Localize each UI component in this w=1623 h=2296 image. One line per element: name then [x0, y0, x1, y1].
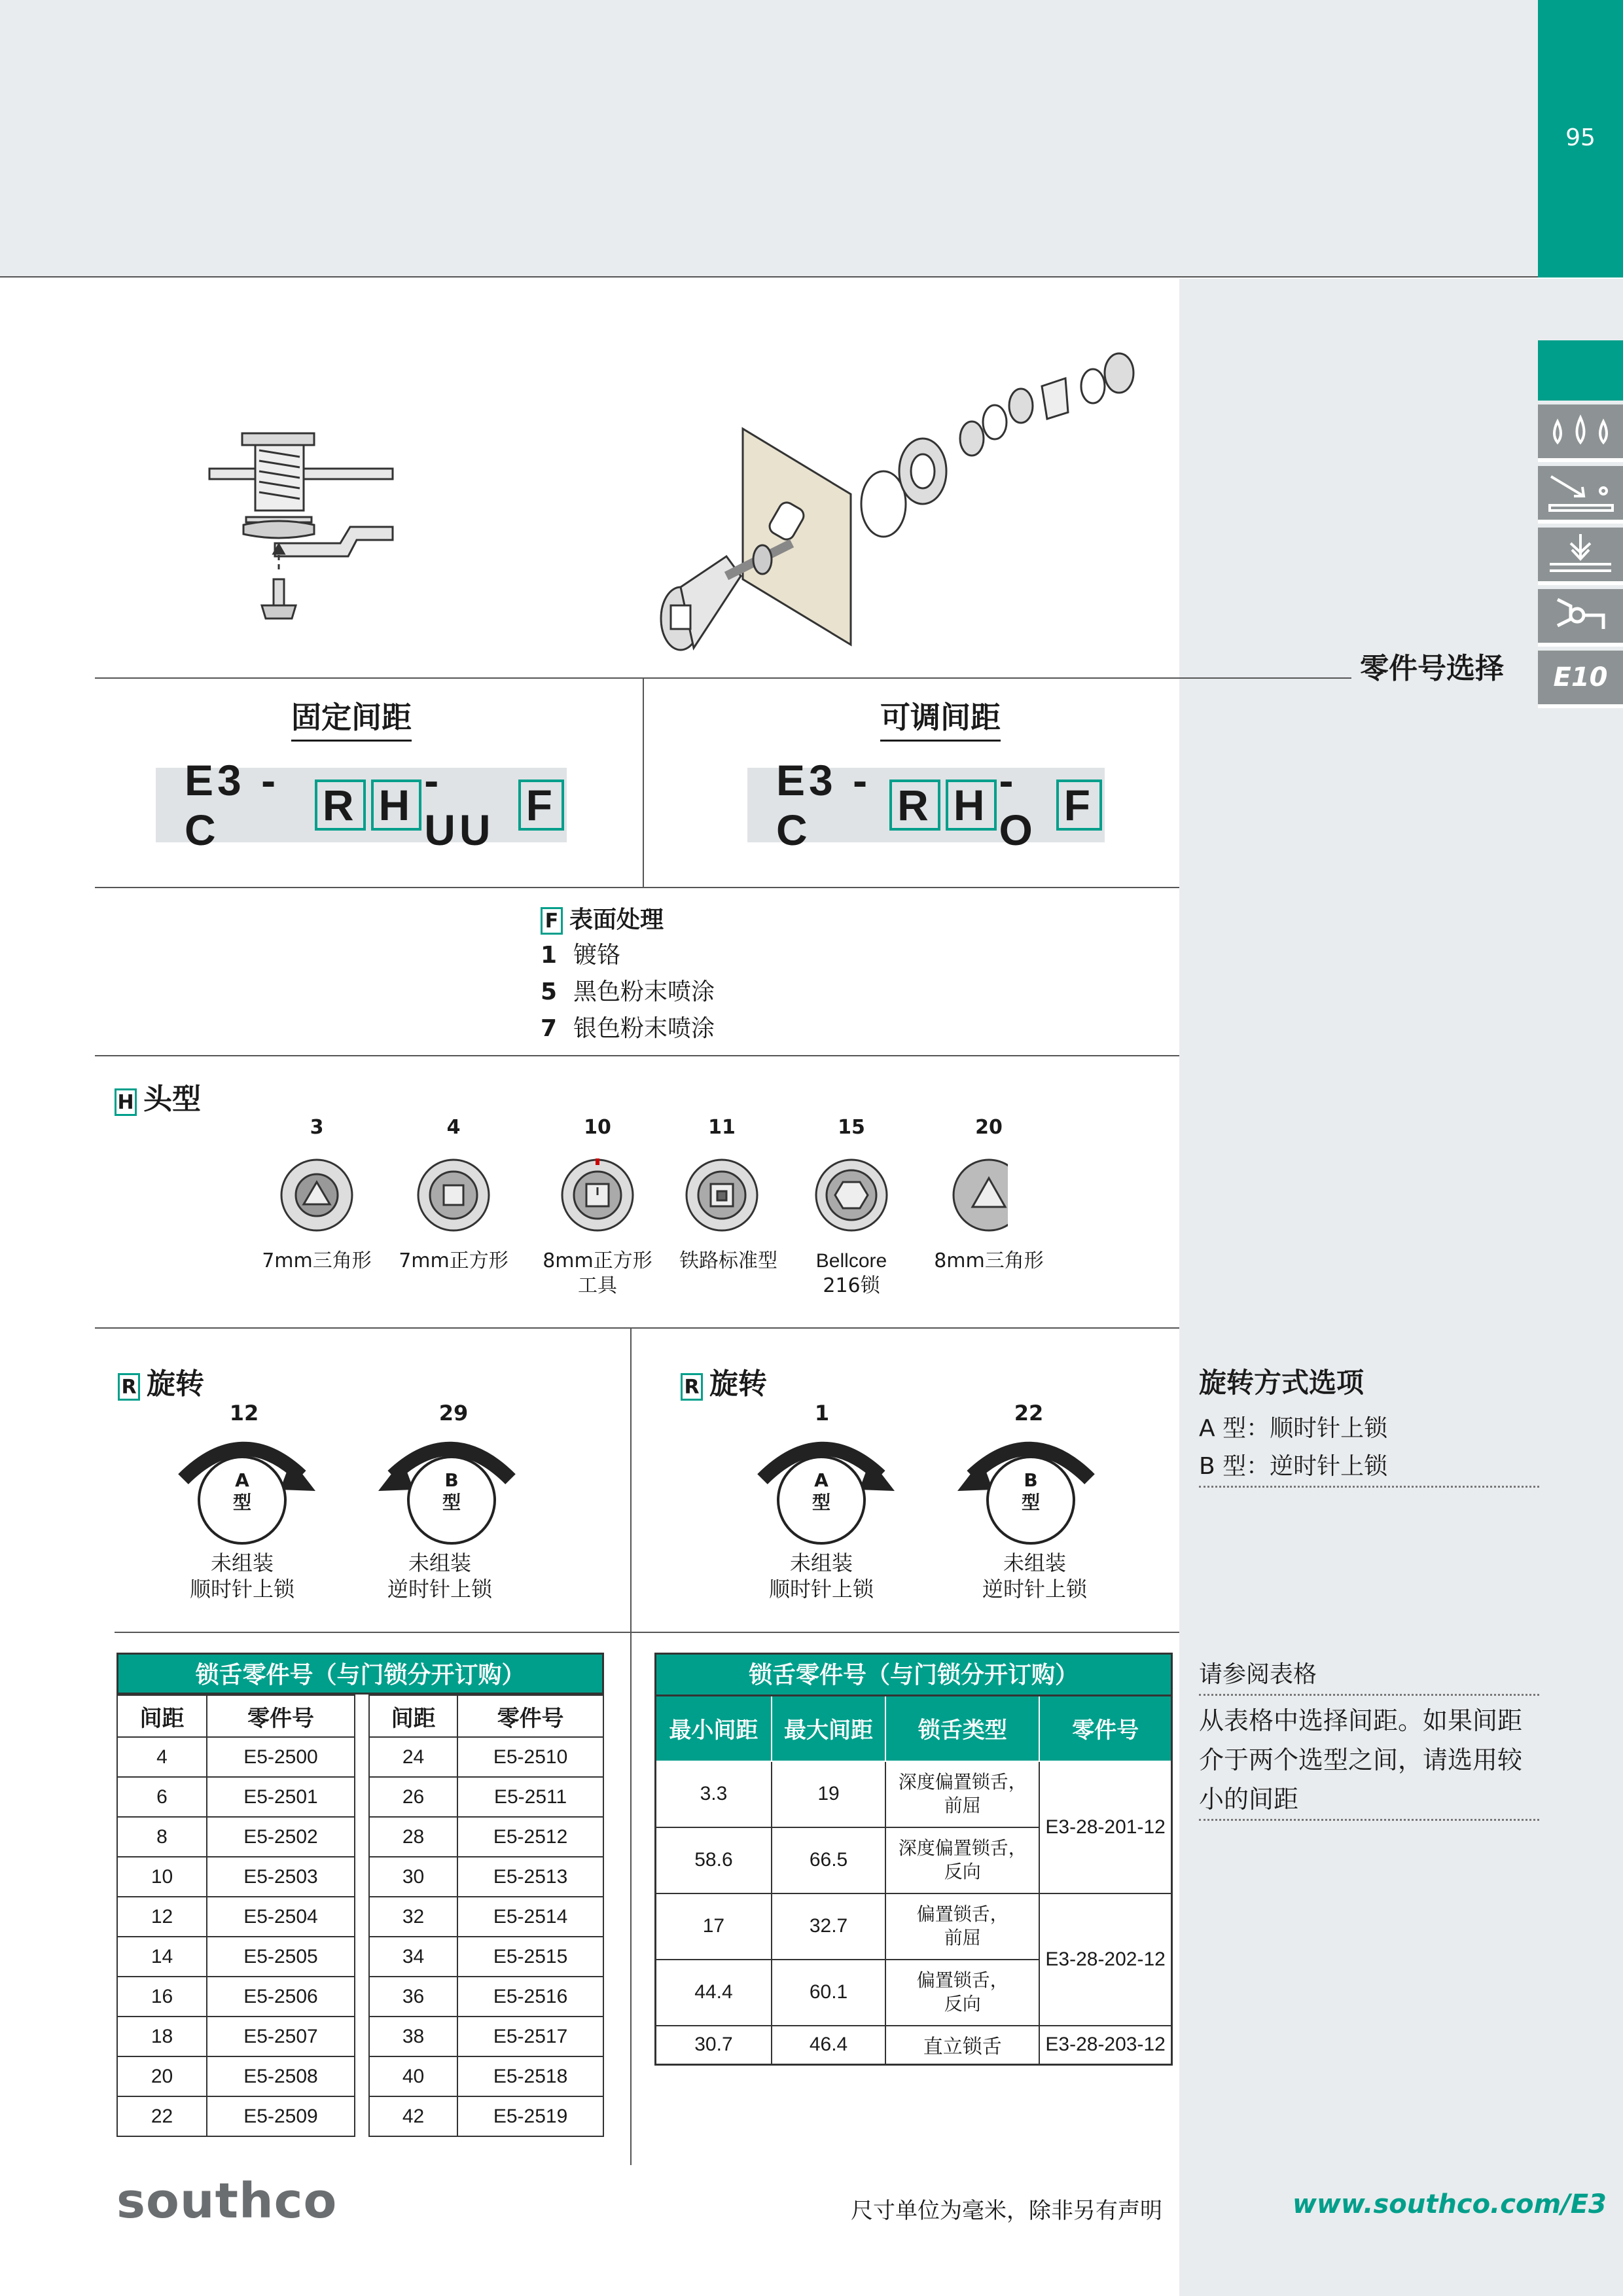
fixed-grip-assembly-illustration: [196, 419, 406, 635]
southco-logo: southco: [116, 2173, 338, 2229]
rotation-left-title: R 旋转: [118, 1360, 204, 1402]
head-label: 8mm正方形: [543, 1249, 652, 1272]
table-row: 44.4 60.1 偏置锁舌， 反向: [656, 1960, 1172, 2026]
rotation-code: 29: [438, 1401, 469, 1426]
table-row: 36 E5-2516: [369, 1977, 603, 2017]
table-row: 30 E5-2513: [369, 1857, 603, 1897]
section-rule: [95, 677, 1351, 679]
side-tab-active[interactable]: [1538, 340, 1623, 401]
head-code: 3: [310, 1116, 324, 1139]
section-title: 零件号选择: [1360, 652, 1504, 685]
side-tab-impact[interactable]: [1538, 528, 1623, 585]
side-tab-spray[interactable]: [1538, 466, 1623, 524]
table-row: 4 E5-2500: [117, 1737, 355, 1777]
rotation-caption: 未组装 顺时针上锁: [189, 1551, 294, 1602]
table-row: 22 E5-2509: [117, 2096, 355, 2136]
rule-rotation: [95, 1327, 1179, 1329]
rotation-code: 1: [814, 1401, 830, 1426]
table-row: 6 E5-2501: [117, 1777, 355, 1817]
rule-tables: [115, 1632, 1179, 1633]
adjustable-title: 可调间距: [880, 694, 1001, 742]
triangle-head-icon: [281, 1160, 352, 1230]
rotation-type-label: B 型: [1021, 1469, 1040, 1513]
head-label-line2: 工具: [578, 1274, 617, 1297]
footer-note: 尺寸单位为毫米，除非另有声明: [851, 2198, 1162, 2224]
cam-table-adjustable-title: 锁舌零件号（与门锁分开订购）: [654, 1653, 1173, 1695]
cam-table-fixed-right: 间距 零件号 24 E5-2510 26 E5-2511 28 E5-2512 30 E5-2513 32 E5-2514 34 E5-2515 36 E5-2516 38 E5-2517 40 E5-2518 42 E5-2519: [368, 1695, 604, 2137]
rule-head: [95, 1055, 1179, 1056]
key-r: R: [889, 780, 940, 831]
head-label: Bellcore: [815, 1250, 887, 1272]
table-row: 38 E5-2517: [369, 2017, 603, 2056]
rotation-caption: 未组装 逆时针上锁: [982, 1551, 1087, 1602]
key-h: H: [371, 780, 422, 831]
finish-option: 5 黑色粉末喷涂: [541, 978, 715, 1005]
cam-table-fixed-left: 间距 零件号 4 E5-2500 6 E5-2501 8 E5-2502 10 E5-2503 12 E5-2504 14 E5-2505 16 E5-2506 18 E5-2507 20 E5-2508 22 E5-2509: [116, 1695, 355, 2137]
footer-url[interactable]: www.southco.com/E3: [1293, 2189, 1607, 2219]
table-row: 24 E5-2510: [369, 1737, 603, 1777]
triangle-8mm-head-icon: [954, 1160, 1008, 1230]
column-divider-lower: [630, 1327, 632, 2165]
head-code: 11: [708, 1116, 736, 1139]
rotation-type-label: B 型: [442, 1469, 461, 1513]
head-label: 7mm三角形: [262, 1249, 372, 1272]
key-h: H: [946, 780, 997, 831]
table-row: 28 E5-2512: [369, 1817, 603, 1857]
head-code: 20: [975, 1116, 1003, 1139]
key-f: F: [1056, 780, 1102, 831]
droplets-icon: [1544, 408, 1616, 454]
table-row: 26 E5-2511: [369, 1777, 603, 1817]
finish-title: 表面处理: [569, 906, 664, 933]
table-row: 12 E5-2504: [117, 1897, 355, 1937]
impact-icon: [1544, 531, 1616, 577]
head-section-title: H 头型: [115, 1075, 201, 1117]
finish-key: F: [541, 907, 563, 935]
square-head-icon: [418, 1160, 489, 1230]
fixed-title: 固定间距: [291, 694, 412, 742]
head-label: 铁路标准型: [679, 1249, 777, 1272]
key-r: R: [315, 780, 366, 831]
table-row: 8 E5-2502: [117, 1817, 355, 1857]
rotation-type-label: A 型: [812, 1469, 830, 1513]
rotation-right-title: R 旋转: [681, 1360, 767, 1402]
head-type-icons: [275, 1158, 1008, 1237]
rotation-options-note: 旋转方式选项 A 型：顺时针上锁 B 型：逆时针上锁: [1199, 1361, 1539, 1488]
finish-option: 7 银色粉末喷涂: [541, 1015, 715, 1042]
key-f: F: [518, 780, 564, 831]
table-row: 3.3 19 深度偏置锁舌， 前屈 E3-28-201-12: [656, 1761, 1172, 1827]
table-help-note: 请参阅表格 从表格中选择间距。如果间距介于两个选型之间，请选用较小的间距: [1199, 1656, 1539, 1821]
table-row: 40 E5-2518: [369, 2056, 603, 2096]
table-row: 10 E5-2503: [117, 1857, 355, 1897]
rotation-caption: 未组装 顺时针上锁: [768, 1551, 874, 1602]
finish-option: 1 镀铬: [541, 942, 621, 969]
rule-finish: [95, 887, 1179, 888]
head-code: 15: [838, 1116, 865, 1139]
cam-table-adjustable: 锁舌零件号（与门锁分开订购） 最小间距 最大间距 锁舌类型 零件号 3.3 19 深度偏置锁舌， 前屈 E3-28-201-12 58.6 66.5 深度偏置锁舌， 反向 17 32.7 偏置锁舌， 前屈 E3-28-202-12 44.4 60.1 偏置锁舌， 反向 30.7 46.4 直立锁舌 E3-28-203-12: [654, 1653, 1173, 2066]
head-label-line2: 216锁: [823, 1274, 880, 1297]
side-tab-e10[interactable]: E10: [1538, 651, 1623, 708]
cam-table-fixed: [116, 1653, 604, 2137]
table-row: 32 E5-2514: [369, 1897, 603, 1937]
table-row: 42 E5-2519: [369, 2096, 603, 2136]
bellcore-head-icon: [816, 1160, 887, 1230]
fixed-part-number: E3 - C R H - UU F: [156, 768, 567, 842]
rotation-code: 22: [1014, 1401, 1044, 1426]
adjustable-grip-exploded-illustration: [602, 340, 1152, 655]
railway-head-icon: [687, 1160, 757, 1230]
page-number: 95: [1565, 124, 1596, 151]
head-label: 8mm三角形: [934, 1249, 1044, 1272]
table-row: 16 E5-2506: [117, 1977, 355, 2017]
table-row: 58.6 66.5 深度偏置锁舌， 反向: [656, 1827, 1172, 1893]
cam-table-fixed-title: 锁舌零件号（与门锁分开订购）: [116, 1653, 604, 1695]
table-row: 20 E5-2508: [117, 2056, 355, 2096]
page-number-tab: [1538, 0, 1623, 278]
latch-icon: [1544, 593, 1616, 639]
table-row: 30.7 46.4 直立锁舌 E3-28-203-12: [656, 2026, 1172, 2065]
spray-icon: [1544, 470, 1616, 516]
rotation-caption: 未组装 逆时针上锁: [387, 1551, 492, 1602]
table-row: 34 E5-2515: [369, 1937, 603, 1977]
finish-section: [541, 903, 715, 1047]
side-tab-droplets[interactable]: [1538, 404, 1623, 462]
side-tab-latch[interactable]: [1538, 589, 1623, 647]
head-code: 10: [584, 1116, 611, 1139]
rotation-code: 12: [229, 1401, 259, 1426]
top-band: [0, 0, 1538, 278]
head-label: 7mm正方形: [399, 1249, 508, 1272]
adjustable-part-number: E3 - C R H - O F: [747, 768, 1105, 842]
rotation-type-label: A 型: [232, 1469, 251, 1513]
column-divider: [643, 677, 644, 887]
table-row: 18 E5-2507: [117, 2017, 355, 2056]
table-row: 17 32.7 偏置锁舌， 前屈 E3-28-202-12: [656, 1893, 1172, 1960]
table-row: 14 E5-2505: [117, 1937, 355, 1977]
head-code: 4: [446, 1116, 461, 1139]
square-tool-head-icon: [562, 1158, 633, 1230]
